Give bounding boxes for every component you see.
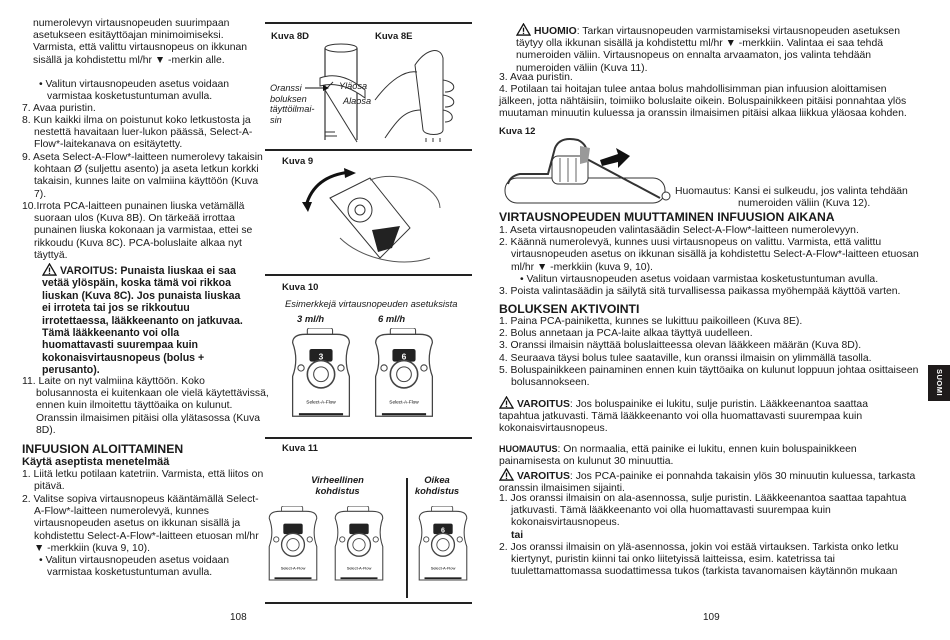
dial-value: 6: [401, 351, 407, 362]
change-rate-item: 2. Käännä numerolevyä, kunnes uusi virtausnopeus on valittu. Varmista, että valittu virtausnopeuden asetus on ikkunan sisällä ja kohdistettu Select-A-Flow*-laitteen etuosan ml/hr ▼ -merkkiin (kuva 9, 10).: [499, 237, 919, 273]
section-heading-bolus-activation: BOLUKSEN AKTIVOINTI: [499, 302, 640, 316]
pca-item-2: 2. Jos oranssi ilmaisin on ylä-asennossa, jokin voi estää virtauksen. Tarkista onko letku kiertynyt, puristin kiinni tai onko liitetyissä laitteissa, esim. katetrissa tai tuulettamattomassa suodattimessa tukos (tarkista tavanomaisen käytännön mukaan: [499, 542, 899, 578]
figure-11-label: Kuva 11: [282, 443, 318, 454]
indicator-label: Oranssi boluksen täyttöilmai-sin: [270, 83, 315, 125]
caution-title: HUOMIO: [534, 26, 577, 37]
page-number-left: 108: [230, 612, 247, 623]
step-4: 4. Potilaan tai hoitajan tulee antaa bolus mahdollisimman pian infuusion aloittamisen jälkeen, jotta nähtäisiin, toimiiko boluslaite oikein. Boluspainikkeen pitäisi ponnahtaa ylös muutaman minuutin kuluessa ja oranssin ilmaisimen pitäisi alkaa liikkua yläosaa kohden.: [499, 84, 907, 120]
step-3: 3. Avaa puristin.: [499, 72, 573, 83]
figure-12-note-line2: numeroiden väliin (Kuva 12).: [738, 198, 871, 209]
start-item-2-bullet: • Valitun virtausnopeuden asetus voidaan varmistaa kosketustuntuman avulla.: [39, 555, 230, 579]
top-label: Yläosa: [339, 81, 368, 91]
warning-text: : Jos PCA-painike ei ponnahda takaisin ylös 30 minuutin kuluessa, tarkasta oranssin ilmaisimen sijainti.: [499, 471, 916, 495]
divider: [406, 478, 408, 598]
note-text: : On normaalia, että painike ei lukitu, ennen kuin boluspainikkeen painamisesta on kulunut 30 minuuttia.: [499, 444, 857, 468]
select-a-flow-device: [328, 506, 390, 584]
change-rate-item: 3. Poista valintasäädin ja säilytä sitä turvallisessa paikassa myöhempää käyttöä varten.: [499, 286, 901, 298]
divider: [265, 274, 472, 276]
device-brand-label: Select-A-Flow: [280, 565, 306, 571]
section-subheading: Käytä aseptista menetelmää: [22, 456, 170, 468]
step-10: 10.Irrota PCA-laitteen punainen liuska vetämällä suoraan ulos (Kuva 8B). On tärkeää irrottaa punainen liuska kokonaan ja varmistaa, ettei se rikkoudu (Kuva 8C). PCA-boluslaite alkaa nyt täyttyä.: [22, 201, 253, 261]
warning-title: VAROITUS: [517, 399, 570, 410]
indicator-arrow-icon: [305, 82, 345, 102]
language-side-tab: SUOMI: [928, 365, 950, 401]
note-title: Huomautus: [675, 186, 729, 197]
step-8: 8. Kun kaikki ilma on poistunut koko letkustosta ja nestettä havaitaan luer-lukon päässä, Select-A-Flow*-laitekanava on esitäytetty.: [22, 115, 253, 151]
figure-10-caption: Esimerkkejä virtausnopeuden asetuksista: [285, 298, 458, 309]
correct-alignment-label: Oikea kohdistus: [414, 474, 460, 496]
warning-bolus-lock: [499, 396, 894, 436]
section-heading-change-rate: VIRTAUSNOPEUDEN MUUTTAMINEN INFUUSION AIKANA: [499, 210, 835, 224]
select-a-flow-device: [412, 506, 474, 584]
device-brand-label: Select-A-Flow: [346, 565, 372, 571]
change-rate-item: 1. Aseta virtausnopeuden valintasäädin Select-A-Flow*-laitteen numerolevyyn.: [499, 225, 859, 236]
divider: [265, 602, 472, 604]
step-9: 9. Aseta Select-A-Flow*-laitteen numerolevy takaisin kohtaan Ø (suljettu asento) ja aseta letkun korkki takaisin, kunnes laite on valmiina käyttöön (Kuva 7).: [22, 152, 263, 200]
figure-12-illustration: [500, 136, 675, 208]
note-title: HUOMAUTUS: [499, 444, 558, 454]
change-rate-list: [499, 225, 919, 298]
warning-triangle-icon: [42, 263, 57, 276]
warning-triangle-icon: [499, 396, 514, 409]
bolus-item: 1. Paina PCA-painiketta, kunnes se lukittuu paikoilleen (Kuva 8E).: [499, 316, 803, 327]
select-a-flow-device: [284, 328, 358, 421]
select-a-flow-device: [262, 506, 324, 584]
figure-12-label: Kuva 12: [499, 126, 536, 137]
figure-9-illustration: [300, 168, 470, 268]
note-text: : Kansi ei sulkeudu, jos valinta tehdään: [728, 186, 908, 197]
figure-12-note: [675, 186, 908, 198]
divider: [265, 149, 472, 151]
warning-triangle-icon: [516, 23, 531, 36]
device-brand-label: Select-A-Flow: [306, 400, 336, 406]
step-11: 11. Laite on nyt valmiina käyttöön. Koko bolusannosta ei kuitenkaan ole vielä käytettävissä, ennen kuin ilmoitettu täyttöaika on kulunut. Oranssin ilmaisimen pitäisi olla ylätasossa (Kuva 8D).: [22, 376, 269, 436]
pca-item-1: 1. Jos oranssi ilmaisin on ala-asennossa, sulje puristin. Lääkkeenantoa saattaa tapahtua jatkuvasti. Tämä lääkkeenanto voi olla huomattavasti suurempaa kuin kokonaisvirtausnopeus.: [499, 493, 907, 529]
warning-text: : Jos boluspainike ei lukitu, sulje puristin. Lääkkeenantoa saattaa tapahtua jatkuvasti. Tämä lääkkeenanto voi olla huomattavasti suurempaa kuin kokonaisvirtausnopeus.: [499, 399, 868, 435]
device-wrong-2: [328, 506, 390, 588]
device-correct: [412, 506, 474, 588]
figure-8e-label: Kuva 8E: [375, 31, 413, 42]
rate-3-label: 3 ml/h: [297, 313, 325, 324]
divider: [265, 437, 472, 439]
or-label: tai: [511, 530, 524, 541]
bolus-item: 5. Boluspainikkeen painaminen ennen kuin täyttöaika on kulunut loppuun johtaa osittaiseen bolusannokseen.: [499, 364, 919, 389]
bolus-item: 2. Bolus annetaan ja PCA-laite alkaa täyttyä uudelleen.: [499, 328, 753, 340]
step-7: 7. Avaa puristin.: [22, 103, 96, 114]
intro-paragraph: numerolevyn virtausnopeuden suurimpaan asetukseen esitäyttöajan minimoimiseksi. Varmista, että valittu virtausnopeus on ikkunan sisällä ja kohdistettu ml/hr ▼ -merkin alle.: [33, 18, 248, 66]
warning-red-tab: [42, 263, 247, 377]
start-item-1: 1. Liitä letku potilaan katetriin. Varmista, että liitos on pitävä.: [22, 469, 264, 493]
page-number-right: 109: [703, 612, 720, 623]
warning-text: VAROITUS: Punaista liuskaa ei saa vetää ylöspäin, koska tämä voi rikkoa liuskan (Kuva 8C). Jos punaista liuskaa ei irroteta tai jos se rikkoutuu irrotettaessa, lääkkeenanto on jatkuvaa. Tämä lääkkeenanto voi olla huomattavasti suurempaa kuin kokonaisvirtausnopeus (bolus + perusanto).: [42, 265, 243, 377]
figure-8d-label: Kuva 8D: [271, 31, 310, 42]
wrong-alignment-label: Virheellinen kohdistus: [311, 474, 364, 496]
bolus-item: 4. Seuraava täysi bolus tulee saataville, kun oranssi ilmaisin on ylimmällä tasolla.: [499, 352, 872, 364]
caution-note: [516, 23, 916, 75]
intro-bullet: • Valitun virtausnopeuden asetus voidaan varmistaa kosketustuntuman avulla.: [39, 79, 230, 103]
caution-text: : Tarkan virtausnopeuden varmistamiseksi virtausnopeuden asetuksen täytyy olla ikkunan sisällä ja kohdistettu ml/hr ▼ -merkkiin. Valintaa ei saa tehdä numeroiden väliin. Virtausnopeus on ennalta arvaamaton, jos valinta tehdään numeroiden väliin (Kuva 11).: [516, 26, 900, 74]
note-30-minutes: [499, 443, 919, 468]
dial-value: 6: [441, 527, 445, 535]
device-wrong-1: [262, 506, 324, 588]
select-a-flow-device: [367, 328, 441, 421]
dial-value: 3: [318, 351, 324, 362]
warning-title: VAROITUS: [517, 471, 570, 482]
bolus-activation-list: [499, 316, 927, 389]
device-3mlh: [284, 328, 358, 425]
figure-9-label: Kuva 9: [282, 156, 314, 167]
change-rate-bullet: • Valitun virtausnopeuden asetus voidaan varmistaa kosketustuntuman avulla.: [520, 273, 879, 285]
bolus-item: 3. Oranssi ilmaisin näyttää boluslaitteessa olevan lääkkeen määrän (Kuva 8D).: [499, 340, 862, 352]
rate-6-label: 6 ml/h: [378, 313, 406, 324]
warning-pca-button: [499, 468, 927, 495]
figure-10-label: Kuva 10: [282, 282, 319, 293]
section-heading-start-infusion: INFUUSION ALOITTAMINEN: [22, 442, 184, 456]
device-brand-label: Select-A-Flow: [389, 400, 419, 406]
start-item-2: 2. Valitse sopiva virtausnopeus kääntämällä Select-A-Flow*-laitteen numerolevyä, kunnes virtausnopeuden asetus on ikkunan sisällä ja kohdistettu Select-A-Flow*-laitteen etuosan ml/hr ▼ -merkkiin (kuva 9, 10).: [22, 494, 259, 554]
device-6mlh: [367, 328, 441, 425]
device-brand-label: Select-A-Flow: [430, 565, 456, 571]
warning-triangle-icon: [499, 468, 514, 481]
bottom-label: Alaosa: [343, 96, 372, 106]
divider: [265, 22, 472, 24]
